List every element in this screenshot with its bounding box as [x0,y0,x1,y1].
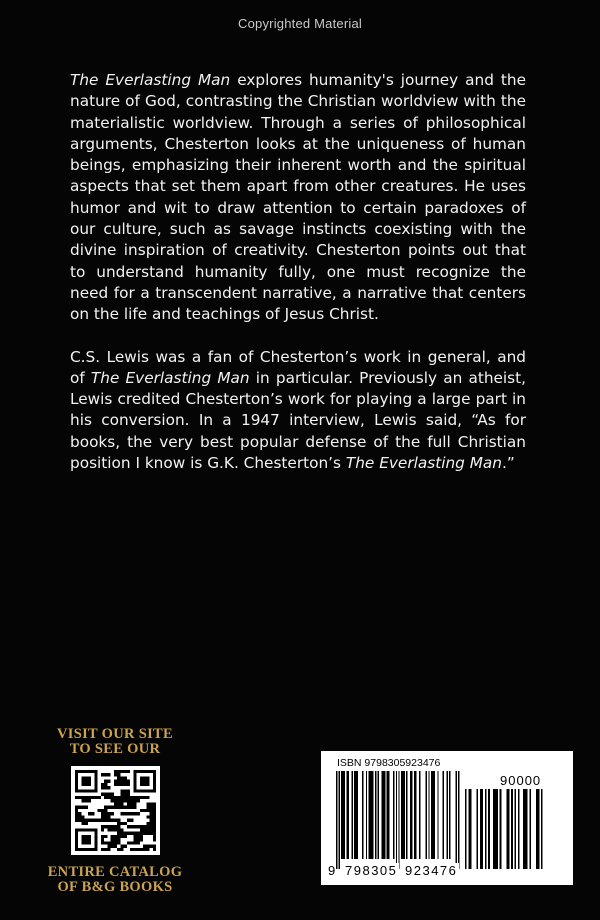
barcode-bar [346,771,347,859]
addon-bar [523,789,525,869]
addon-bar [496,789,498,869]
barcode-bar [384,771,385,859]
barcode-bar [366,771,367,859]
addon-bar [488,789,490,869]
barcode-bar [348,771,349,859]
addon-bar [470,789,472,869]
barcode-bar [410,771,411,859]
promo-line-2: TO SEE OUR [69,741,161,757]
addon-bar [526,789,528,869]
barcode-bar [402,771,403,859]
publisher-promo [30,727,200,895]
addon-bar [482,789,484,869]
promo-line-1: VISIT OUR SITE [57,726,173,742]
addon-bars [465,789,565,869]
barcode-bar [388,771,389,859]
copyright-watermark: Copyrighted Material [238,16,362,31]
paragraph-1-text: explores humanity's journey and the nature of God, contrasting the Christian worldview with the materialistic worldview. Through a series of philosophical arguments, Chesterton looks at the uniqueness of human beings, emphasizing their inherent worth and the spiritual aspects that set them apart from other creatures. He uses humor and wit to draw attention to certain paradoxes of our culture, such as savage instincts coexisting with the divine inspiration of creativity. Chesterton points out that to understand humanity fully, one must recognize the need for a transcendent narrative, a narrative that centers on the life and teachings of Jesus Christ. [70,71,526,324]
barcode-left-digits: 798305 [345,863,398,878]
barcode-bar [404,771,405,859]
addon-bar [508,789,510,869]
barcode-bar [449,771,450,859]
isbn-label: ISBN 9798305923476 [337,757,441,769]
barcode-bar [434,771,435,859]
paragraph-2-text-c: .” [501,454,515,473]
barcode-bar [369,771,370,859]
back-cover-description [70,70,526,495]
barcode-right-digits: 923476 [405,863,458,878]
barcode-bar [396,771,397,869]
barcode-bar [398,771,399,869]
barcode-bar [371,771,372,859]
isbn-barcode [321,751,573,885]
ean13-bars [336,771,463,869]
barcode-bar [370,771,371,859]
description-paragraph-2 [70,347,526,475]
barcode-bar [357,771,358,859]
addon-bar [511,789,513,869]
barcode-bar [401,771,402,859]
barcode-bar [375,771,376,859]
book-title-italic: The Everlasting Man [70,71,231,89]
addon-bar [515,789,517,869]
addon-bar [524,789,526,869]
paragraph-2-text-b: in particular. Previously an atheist, Lewis credited Chesterton’s work for playing a large part in his conversion. In a 1947 interview, Lewis said, “As for books, the very best popular defense of the full Christian position I know is G.K. Chesterton’s [70,368,527,473]
barcode-bar [387,771,388,859]
barcode-bar [383,771,384,859]
barcode-bar [362,771,363,859]
barcode-bar [339,771,340,869]
addon-bar [465,789,467,869]
paragraph-2-text-a: C.S. Lewis was a fan of Chesterton’s work in general, and of [70,347,526,387]
barcode-bar [458,771,459,869]
addon-bar [493,789,495,869]
barcode-bar [343,771,344,859]
barcode-bar [344,771,345,859]
addon-bar [529,789,531,869]
addon-bar [536,789,538,869]
barcode-bar [415,771,416,859]
barcode-bar [354,771,355,859]
barcode-bar [378,771,379,859]
barcode-bar [431,771,432,859]
addon-bar [468,789,470,869]
book-title-italic: The Everlasting Man [345,454,502,473]
barcode-bar [428,771,429,859]
barcode-bar [356,771,357,859]
addon-bar [506,789,508,869]
addon-bar [477,789,479,869]
addon-bar [541,789,543,869]
qr-code-icon[interactable] [71,766,160,855]
promo-line-3: ENTIRE CATALOG [47,864,183,880]
barcode-bar [443,771,444,859]
barcode-bar [426,771,427,859]
book-title-italic: The Everlasting Man [90,368,250,387]
barcode-bar [447,771,448,859]
addon-bar [500,789,502,869]
barcode-bar [372,771,373,859]
addon-bar [518,789,520,869]
addon-bar [480,789,482,869]
barcode-bar [352,771,353,859]
promo-line-4: OF B&G BOOKS [57,879,173,895]
price-addon-number: 90000 [500,773,542,788]
addon-bar [538,789,540,869]
barcode-bar [432,771,433,859]
barcode-bar [419,771,420,859]
addon-bar [485,789,487,869]
barcode-bar [406,771,407,859]
barcode-bar [382,771,383,859]
barcode-bar [456,771,457,869]
barcode-bar [414,771,415,859]
barcode-bar [411,771,412,859]
description-paragraph-1 [70,70,526,326]
barcode-bar [336,771,337,869]
barcode-bar [437,771,438,859]
barcode-lead-digit: 9 [328,863,336,878]
barcode-bar [393,771,394,859]
addon-bar [495,789,497,869]
barcode-bar [341,771,342,859]
